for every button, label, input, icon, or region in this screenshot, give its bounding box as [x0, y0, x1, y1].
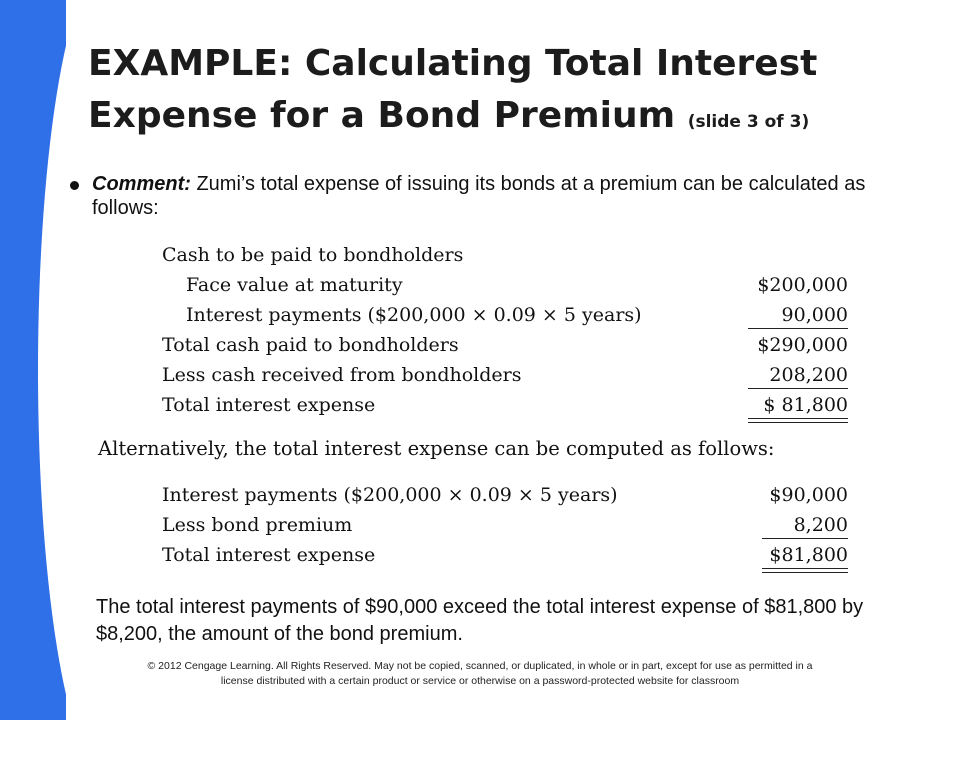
schedule1-row-label: Face value at maturity	[186, 274, 403, 296]
footer-line-1: © 2012 Cengage Learning. All Rights Reserved. May not be copied, scanned, or duplicated, in whole or in part, except for use as permitted in a	[147, 660, 813, 672]
footer-line-2: license distributed with a certain product or service or otherwise on a password-protected website for classroom	[220, 675, 740, 687]
schedule1-row-amount: 208,200	[769, 364, 848, 386]
schedule2-row-label: Interest payments ($200,000 × 0.09 × 5 years)	[162, 484, 618, 506]
subtotal-rule	[748, 328, 848, 329]
comment-text: Zumi’s total expense of issuing its bonds at a premium can be calculated as follows:	[92, 173, 866, 219]
bullet-dot-icon	[70, 181, 79, 190]
total-double-rule	[762, 568, 848, 573]
comment-lead: Comment:	[92, 173, 191, 195]
title-line-1: EXAMPLE: Calculating Total Interest	[88, 43, 818, 84]
schedule1-row-label: Total cash paid to bondholders	[162, 334, 459, 356]
comment-bullet	[92, 172, 872, 220]
total-double-rule	[748, 418, 848, 423]
conclusion-text: The total interest payments of $90,000 exceed the total interest expense of $81,800 by $8,200, the amount of the bond premium.	[96, 596, 864, 645]
schedule2-row-amount: 8,200	[793, 514, 848, 536]
subtotal-rule	[748, 388, 848, 389]
schedule1-row-amount: $290,000	[757, 334, 848, 356]
subtotal-rule	[762, 538, 848, 539]
copyright-footer	[60, 659, 900, 689]
title-line-2	[88, 90, 948, 148]
schedule2-row-amount: $81,800	[769, 544, 848, 566]
schedule1-row-amount: $ 81,800	[763, 394, 848, 416]
schedule1-row-amount: 90,000	[781, 304, 848, 326]
alternative-text: Alternatively, the total interest expense can be computed as follows:	[98, 437, 775, 460]
schedule2-row-label: Total interest expense	[162, 544, 376, 566]
schedule2-row-amount: $90,000	[769, 484, 848, 506]
schedule1-row-label: Total interest expense	[162, 394, 376, 416]
schedule1-row-label: Cash to be paid to bondholders	[162, 244, 464, 266]
schedule1-row-label: Less cash received from bondholders	[162, 364, 522, 386]
slide-title	[88, 38, 948, 148]
schedule1-row-label: Interest payments ($200,000 × 0.09 × 5 years)	[186, 304, 642, 326]
slide-counter: (slide 3 of 3)	[687, 112, 810, 132]
title-line-2-text: Expense for a Bond Premium	[88, 95, 676, 136]
schedule2-row-label: Less bond premium	[162, 514, 353, 536]
schedule1-row-amount: $200,000	[757, 274, 848, 296]
